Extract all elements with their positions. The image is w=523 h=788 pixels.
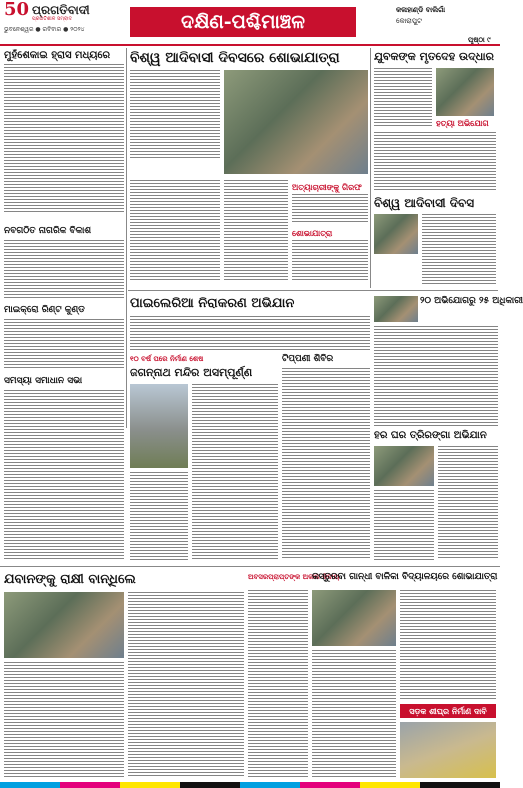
procession-photo	[224, 70, 368, 174]
headline-s18: ସଡ଼କ ଶୀଘ୍ର ନିର୍ମାଣ ଦାବି	[409, 706, 487, 716]
headline-s4: ହତ୍ୟା ଅଭିଯୋଗ	[436, 118, 489, 128]
masthead-rule	[0, 44, 500, 46]
text-block	[292, 240, 368, 280]
officials-photo	[374, 296, 418, 322]
paper-name: ପ୍ରଗତିବାଦୀ	[32, 3, 90, 17]
dateline: ଭୁବନେଶ୍ୱର ● ରବିବାର ● ୨୦୨୪	[4, 26, 85, 33]
headline-s13: ଟିପ୍ପଣୀ ଶିବିର	[282, 354, 334, 364]
text-block	[130, 472, 188, 560]
masthead-right	[396, 6, 496, 36]
text-block	[4, 319, 124, 369]
text-block	[4, 390, 124, 560]
section-title: ଦକ୍ଷିଣ-ପଶ୍ଚିମାଞ୍ଚଳ	[181, 11, 305, 33]
text-block	[4, 240, 124, 300]
text-block	[248, 590, 308, 778]
school-photo	[312, 590, 396, 646]
column-rule	[370, 48, 371, 288]
rakhi-photo	[4, 592, 124, 658]
text-block	[400, 590, 496, 700]
text-block	[374, 68, 432, 128]
logo-number: 50	[4, 0, 30, 20]
headline-s8: ପାଇଲେରିଆ ନିରାକରଣ ଅଭିଯାନ	[130, 296, 295, 311]
colour-registration-bar	[0, 782, 500, 788]
portrait-photo	[436, 68, 494, 116]
text-block	[282, 368, 370, 560]
text-block	[374, 132, 496, 192]
section-rule	[128, 290, 498, 291]
section-rule	[0, 566, 500, 567]
headline-s3: ଯୁବକଙ୍କ ମୃତଦେହ ଉଦ୍ଧାର	[374, 50, 495, 63]
headline-s12: ୧୦ ବର୍ଷ ପରେ ନିର୍ମାଣ ଶେଷ	[130, 354, 204, 363]
logo	[4, 1, 104, 23]
road-photo	[400, 722, 496, 778]
masthead	[0, 0, 500, 46]
headline-s18-box	[400, 704, 496, 718]
headline-s14: ହର ଘର ତ୍ରିରଙ୍ଗା ଅଭିଯାନ	[374, 430, 487, 441]
tiranga-photo	[374, 446, 434, 486]
text-block	[374, 490, 434, 560]
text-block	[4, 662, 124, 778]
headline-s5: ନବଗଠିତ ନାଗରିକ ବିକାଶ	[4, 226, 92, 236]
text-block	[438, 446, 498, 560]
text-block	[312, 650, 396, 778]
headline-red2: ଶୋଭାଯାତ୍ରା	[292, 228, 333, 238]
headline-s9: ୨୦ ଅଭିଯୋଗରୁ ୨୫ ଅଧିକାରୀ	[420, 296, 523, 306]
text-block	[4, 64, 124, 214]
headline-s6: ବିଶ୍ୱ ଆଦିବାସୀ ଦିବସ	[374, 196, 475, 210]
headline-s10: ସମସ୍ୟା ସମାଧାନ ସଭା	[4, 376, 83, 386]
headline-s17: କସ୍ତୁରବା ଗାନ୍ଧୀ ବାଳିକା ବିଦ୍ୟାଳୟରେ ଶୋଭାଯାତ୍ରା	[312, 572, 498, 582]
headline-red1: ଅତ୍ୟାଚାରୀଙ୍କୁ ଗିରଫ	[292, 182, 362, 192]
headline-s7: ମାଇକ୍ରୋ ରିଣ୍ଟ କୁଣ୍ଡ	[4, 305, 85, 315]
text-block	[292, 194, 368, 224]
headline-s11: ଜଗନ୍ନାଥ ମନ୍ଦିର ଅସମ୍ପୂର୍ଣ୍ଣ	[130, 366, 253, 379]
text-block	[224, 180, 288, 280]
text-block	[422, 214, 496, 284]
right-caption-2: କୋରାପୁଟ	[396, 17, 422, 25]
text-block	[130, 70, 220, 160]
tribal-day-photo	[374, 214, 418, 254]
right-caption-1: କଳାହାଣ୍ଡି ବାଲିଗାଁ	[396, 6, 446, 14]
text-block	[374, 326, 498, 426]
temple-photo	[130, 384, 188, 468]
logo-subtitle: ପ୍ରଗତିଶୀଳ ସମ୍ବାଦ	[32, 16, 72, 22]
headline-s2: ବିଶ୍ୱ ଆଦିବାସୀ ଦିବସରେ ଶୋଭାଯାତ୍ରା	[130, 50, 340, 66]
text-block	[130, 316, 370, 350]
text-block	[130, 180, 220, 280]
text-block	[128, 592, 244, 778]
column-rule	[126, 48, 127, 428]
headline-s16: ଅବସରପ୍ରାପ୍ତଙ୍କ ଅକାଳ ବିଦାୟ	[248, 572, 340, 581]
section-title-band	[130, 7, 356, 37]
headline-s1: ମୁହଁଶେକାଇ ହ୍ରାସ ମଧ୍ୟରେ	[4, 50, 111, 61]
headline-s15: ଯବାନଙ୍କୁ ରାକ୍ଷୀ ବାନ୍ଧିଲେ	[4, 572, 136, 587]
page-label: ପୃଷ୍ଠା ୯	[468, 36, 491, 44]
text-block	[192, 384, 278, 560]
